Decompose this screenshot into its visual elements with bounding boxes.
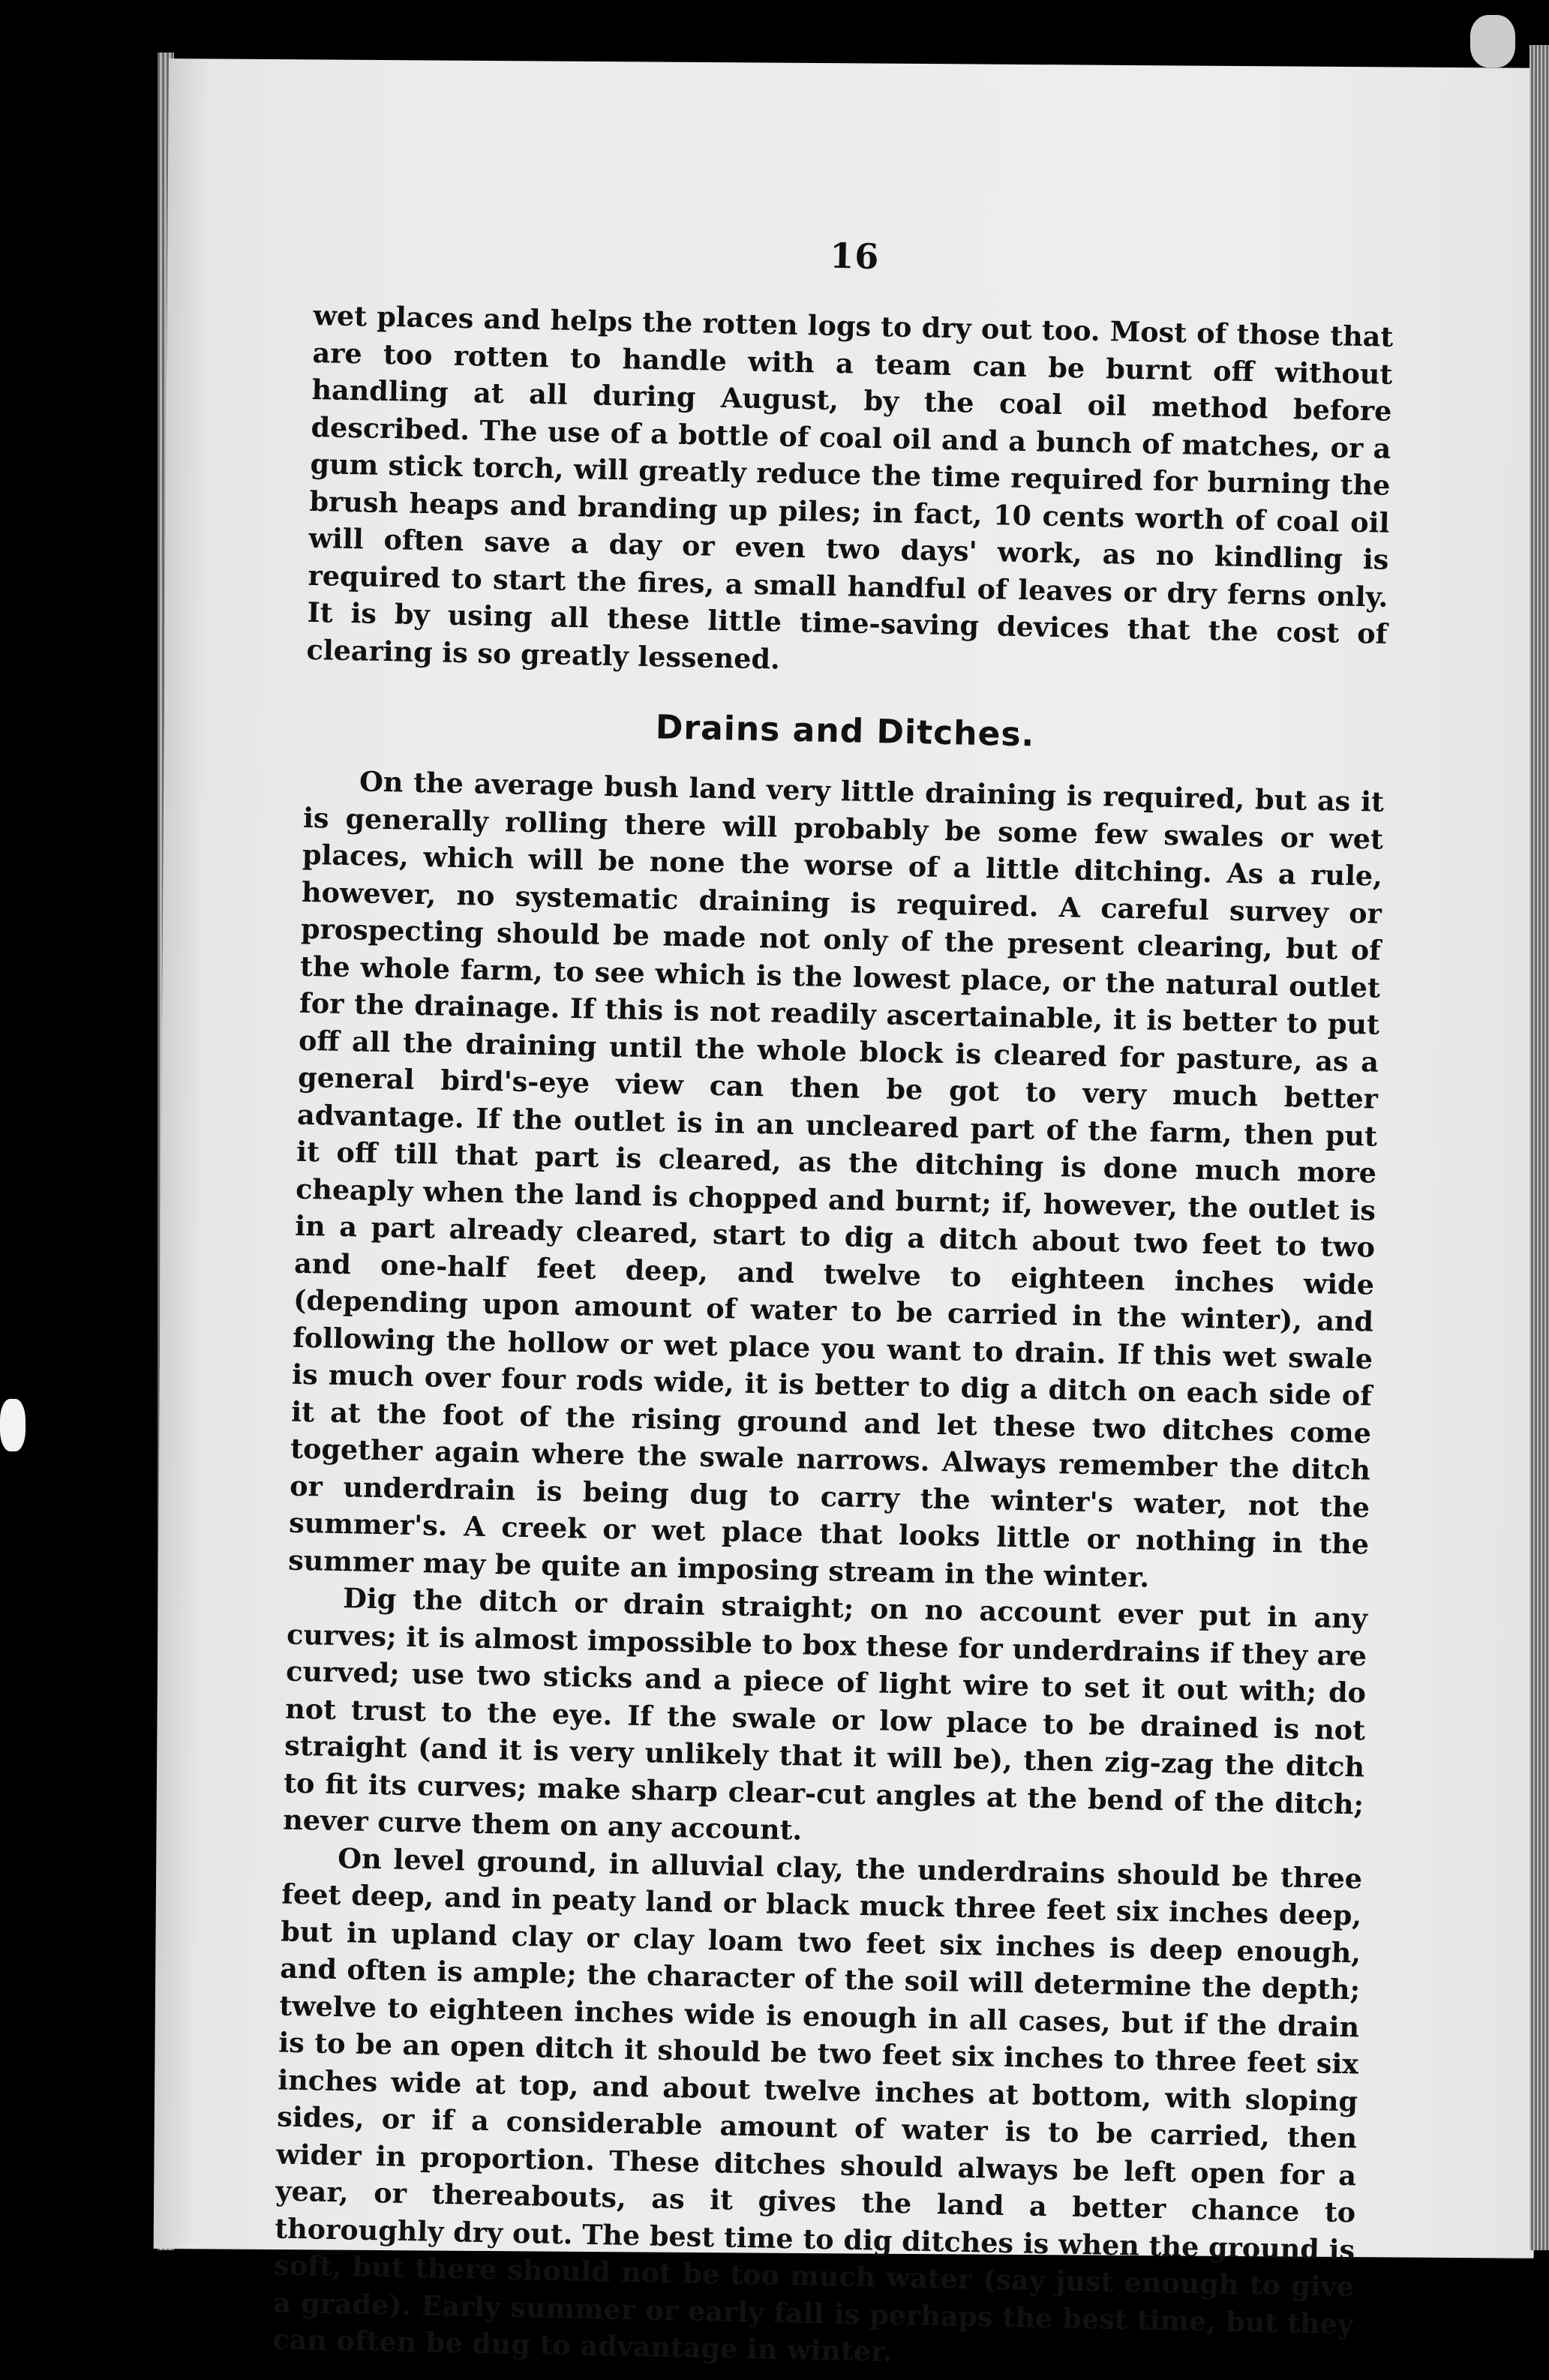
page-number: 16 [829,235,880,278]
body-paragraph: On level ground, in alluvial clay, the underdrains should be three feet deep, and in peaty land or black muck three feet six inches deep, but in upland clay or clay loam two feet six inches is deep enough, and often is ample; the character of the soil will determine the depth; twelve to eighteen inches wide is enough in all cases, but if the drain is to be an open ditch it should be two feet six inches to three feet six inches wide at top, and about twelve inches at bottom, with sloping sides, or if a considerable amount of water is to be carried, then wider in proportion. These ditches should always be left open for a year, or thereabouts, as it gives the land a better chance to thoroughly dry out. The best time to dig ditches is when the ground is soft, but there should not be too much water (say just enough to give a grade). Early summer or early fall is perhaps the best time, but they can often be dug to advantage in winter. [272,1841,1363,2369]
intro-paragraph: wet places and helps the rotten logs to dry out too. Most of those that are too rotten to handle with a team can be burnt off without handling at all during August, by the coal oil method before described. The use of a bottle of coal oil and a bunch of matches, or a gum stick torch, will greatly reduce the time required for burning the brush heaps and branding up piles; in fact, 10 cents worth of coal oil will often save a day or even two days' work, as no kindling is required to start the fires, a small handful of leaves or dry ferns only. It is by using all these little time-saving devices that the cost of clearing is so greatly lessened. [306,299,1394,676]
scan-artifact-speck [0,1399,26,1451]
page-text-block [272,225,1395,2380]
scan-artifact-speck [1470,15,1515,68]
page-stack-edge [1529,45,1549,2250]
body-paragraph: On the average bush land very little draining is required, but as it is generally rolling there will probably be some few swales or wet places, which will be none the worse of a little ditching. As a rule, however, no systematic draining is required. A careful survey or prospecting should be made not only of the present clearing, but of the whole farm, to see which is the lowest place, or the natural outlet for the drainage. If this is not readily ascertainable, it is better to put off all the draining until the whole block is cleared for pasture, as a general bird's-eye view can then be got to very much better advantage. If the outlet is in an uncleared part of the farm, then put it off till that part is cleared, as the ditching is done much more cheaply when the land is chopped and burnt; if, however, the outlet is in a part already cleared, start to dig a ditch about two feet to two and one-half feet deep, and twelve to eighteen inches wide (depending upon amount of water to be carried in the winter), and following the hollow or wet place you want to drain. If this wet swale is much over four rods wide, it is better to dig a ditch on each side of it at the foot of the rising ground and let these two ditches come together again where the swale narrows. Always remember the ditch or underdrain is being dug to carry the winter's water, not the summer's. A creek or wet place that looks little or nothing in the summer may be quite an imposing stream in the winter. [287,765,1385,1594]
body-paragraph: Dig the ditch or drain straight; on no account ever put in any curves; it is almost impossible to box these for underdrains if they are curved; use two sticks and a piece of light wire to set it out with; do not trust to the eye. If the swale or low place to be drained is not straight (and it is very unlikely that it will be), then zig-zag the ditch to fit its curves; make sharp clear-cut angles at the bend of the ditch; never curve them on any account. [282,1582,1368,1847]
section-heading: Drains and Ditches. [655,708,1035,755]
